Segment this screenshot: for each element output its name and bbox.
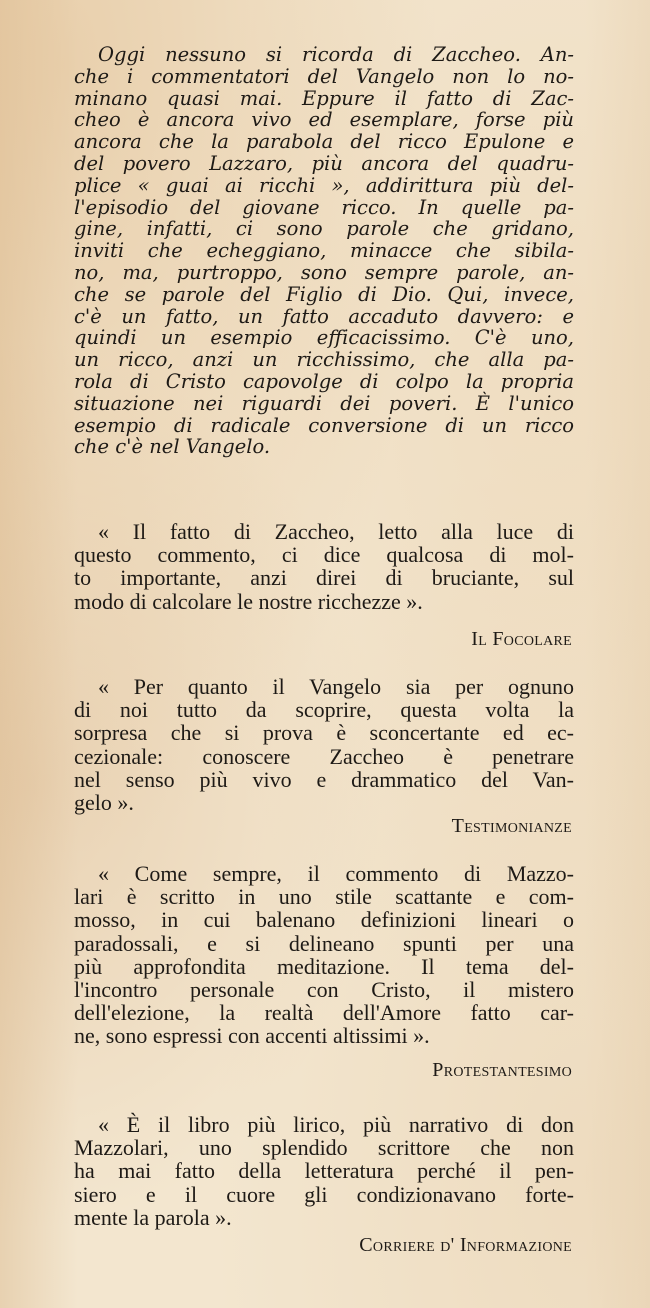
text-line: cezionale: conoscere Zaccheo è penetrare — [74, 743, 574, 769]
text-line: lari è scritto in uno stile scattante e com- — [74, 884, 574, 910]
text-line: gelo ». — [74, 789, 134, 815]
review-quote — [74, 862, 574, 1048]
review-quote — [74, 520, 574, 613]
text-line: Oggi nessuno si ricorda di Zaccheo. An- — [98, 43, 574, 66]
text-line: esempio di radicale conversione di un ricco — [74, 413, 574, 437]
text-line: modo di calcolare le nostre ricchezze ». — [74, 588, 423, 614]
text-line: nel senso più vivo e drammatico del Van- — [74, 766, 574, 792]
text-line: no, ma, purtroppo, sono sempre parole, an- — [74, 260, 574, 284]
text-line: paradossali, e si delineano spunti per una — [74, 930, 574, 956]
text-line: c'è un fatto, un fatto accaduto davvero: e — [74, 304, 574, 328]
text-line: gine, infatti, ci sono parole che gridano, — [74, 217, 574, 241]
text-line: l'incontro personale con Cristo, il mistero — [74, 976, 574, 1002]
text-line: quindi un esempio efficacissimo. C'è uno, — [74, 326, 574, 350]
text-line: che i commentatori del Vangelo non lo no- — [74, 64, 574, 88]
review-source: Protestantesimo — [432, 1059, 572, 1081]
text-line: ancora che la parabola del ricco Epulone e — [74, 130, 574, 154]
text-line: mosso, in cui balenano definizioni lineari o — [74, 907, 574, 933]
text-line: di noi tutto da scoprire, questa volta la — [74, 697, 574, 723]
text-line: cheo è ancora vivo ed esemplare, forse più — [74, 108, 574, 132]
text-line: del povero Lazzaro, più ancora del quadru- — [74, 151, 574, 175]
text-line: Mazzolari, uno splendido scrittore che non — [74, 1135, 574, 1161]
review-quote — [74, 675, 574, 814]
text-line: « Per quanto il Vangelo sia per ognuno — [98, 674, 574, 699]
text-line: più approfondita meditazione. Il tema del- — [74, 953, 574, 979]
text-line: che c'è nel Vangelo. — [74, 435, 271, 459]
text-line: che se parole del Figlio di Dio. Qui, invece, — [74, 282, 574, 306]
review-quote — [74, 1113, 574, 1229]
review-source: Corriere d' Informazione — [359, 1234, 572, 1256]
text-line: ne, sono espressi con accenti altissimi ». — [74, 1023, 430, 1049]
text-line: « Come sempre, il commento di Mazzo- — [98, 861, 574, 886]
text-line: minano quasi mai. Eppure il fatto di Zac- — [74, 86, 574, 110]
review-source: Il Focolare — [471, 628, 572, 650]
text-line: inviti che echeggiano, minacce che sibila- — [74, 239, 574, 263]
text-line: plice « guai ai ricchi », addirittura più del- — [74, 173, 574, 197]
text-line: dell'elezione, la realtà dell'Amore fatto car- — [74, 1000, 574, 1026]
review-source: Testimonianze — [451, 815, 572, 837]
text-line: « È il libro più lirico, più narrativo di don — [98, 1112, 574, 1137]
intro-paragraph — [74, 44, 574, 458]
text-line: questo commento, ci dice qualcosa di mol- — [74, 542, 574, 568]
text-line: « Il fatto di Zaccheo, letto alla luce di — [98, 519, 574, 544]
text-line: situazione nei riguardi dei poveri. È l'unico — [74, 391, 574, 415]
text-line: to importante, anzi direi di bruciante, sul — [74, 565, 574, 591]
text-line: l'episodio del giovane ricco. In quelle pa- — [74, 195, 574, 219]
text-line: siero e il cuore gli condizionavano forte- — [74, 1181, 574, 1207]
text-line: sorpresa che si prova è sconcertante ed ec- — [74, 720, 574, 746]
text-line: mente la parola ». — [74, 1204, 232, 1230]
text-line: ha mai fatto della letteratura perché il pen- — [74, 1158, 574, 1184]
text-line: rola di Cristo capovolge di colpo la propria — [74, 369, 574, 393]
text-line: un ricco, anzi un ricchissimo, che alla pa- — [74, 348, 574, 372]
